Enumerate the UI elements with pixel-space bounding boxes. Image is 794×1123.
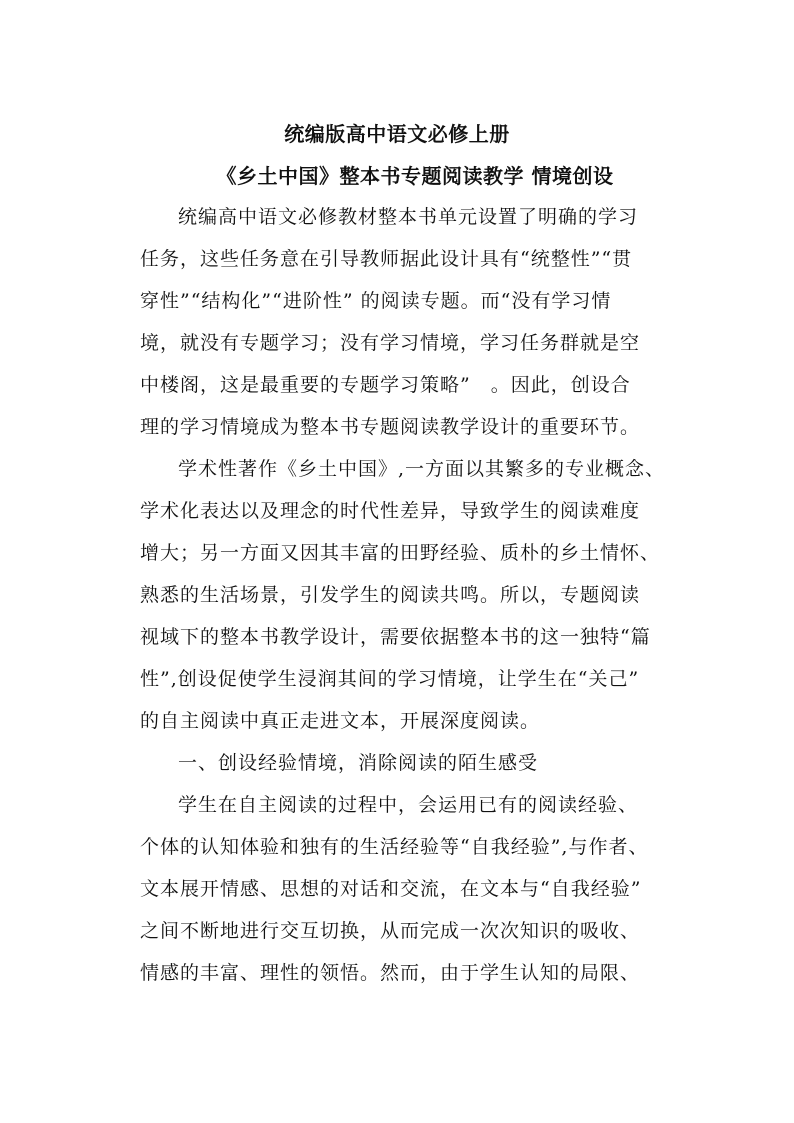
paragraph-line: 学术化表达以及理念的时代性差异，导致学生的阅读难度: [140, 500, 641, 522]
paragraph-line: 增大；另一方面又因其丰富的田野经验、质朴的乡土情怀、: [140, 542, 661, 564]
paragraph-line: 穿性”“结构化”“进阶性” 的阅读专题。而“没有学习情: [140, 290, 612, 312]
paragraph-line: 统编高中语文必修教材整本书单元设置了明确的学习: [178, 206, 639, 228]
paragraph-line: 情感的丰富、理性的领悟。然而，由于学生认知的局限、: [140, 962, 641, 984]
document-title: 统编版高中语文必修上册: [284, 122, 510, 146]
section-heading: 一、创设经验情境，消除阅读的陌生感受: [178, 752, 539, 774]
paragraph-line: 中楼阁，这是最重要的专题学习策略” 。因此，创设合: [140, 374, 631, 396]
paragraph-line: 境，就没有专题学习；没有学习情境，学习任务群就是空: [140, 332, 641, 354]
document-subtitle: 《乡土中国》整本书专题阅读教学 情境创设: [216, 164, 614, 188]
paragraph-line: 视域下的整本书教学设计，需要依据整本书的这一独特“篇: [140, 626, 651, 648]
paragraph-line: 理的学习情境成为整本书专题阅读教学设计的重要环节。: [140, 416, 641, 438]
paragraph-line: 之间不断地进行交互切换，从而完成一次次知识的吸收、: [140, 920, 641, 942]
paragraph-line: 文本展开情感、思想的对话和交流，在文本与“自我经验”: [140, 878, 642, 900]
paragraph-line: 性”,创设促使学生浸润其间的学习情境，让学生在“关己”: [140, 668, 640, 690]
paragraph-line: 任务，这些任务意在引导教师据此设计具有“统整性”“贯: [140, 248, 633, 270]
paragraph-line: 熟悉的生活场景，引发学生的阅读共鸣。所以，专题阅读: [140, 584, 641, 606]
paragraph-line: 学术性著作《乡土中国》,一方面以其繁多的专业概念、: [178, 458, 666, 480]
paragraph-line: 个体的认知体验和独有的生活经验等“自我经验”,与作者、: [140, 836, 649, 858]
paragraph-line: 学生在自主阅读的过程中，会运用已有的阅读经验、: [178, 794, 639, 816]
paragraph-line: 的自主阅读中真正走进文本，开展深度阅读。: [140, 710, 541, 732]
